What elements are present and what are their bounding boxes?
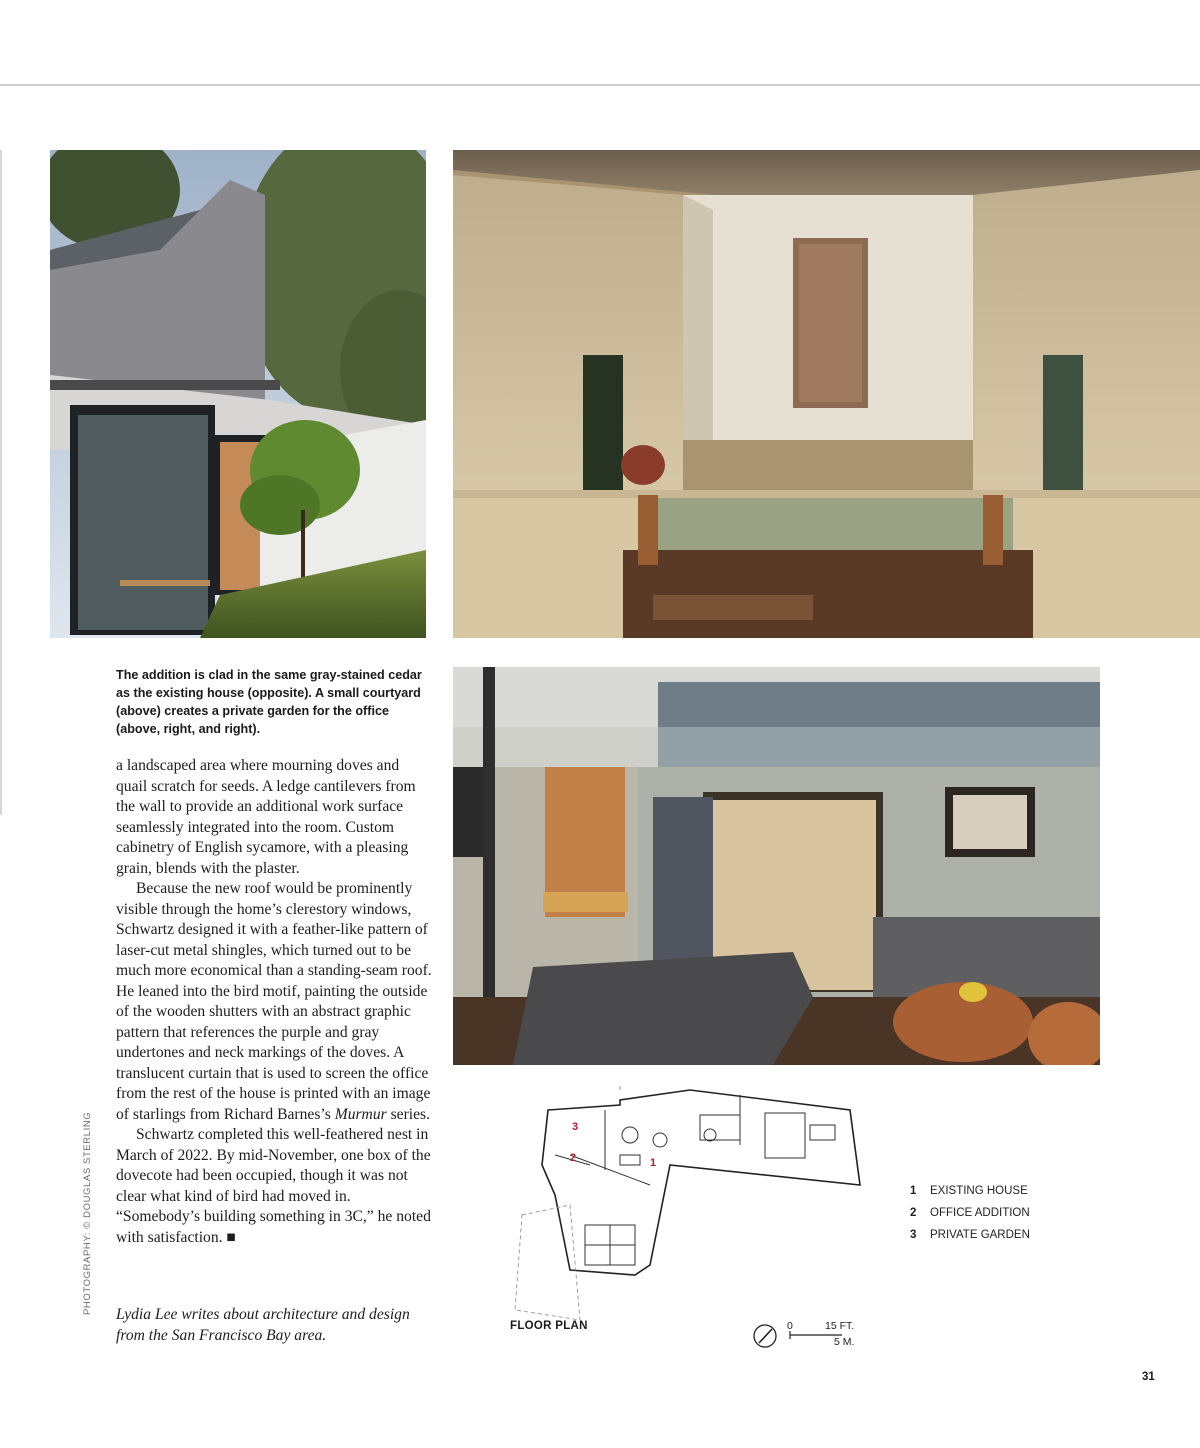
- floor-plan-label: FLOOR PLAN: [510, 1320, 588, 1332]
- legend-text: EXISTING HOUSE: [930, 1185, 1028, 1197]
- floor-plan-legend: [910, 1180, 1030, 1246]
- body-paragraph: Schwartz completed this well-feathered nest in March of 2022. By mid-November, one box of the dovecote had been occupied, though it was not clear what kind of bird had moved in. “Somebody’s building something in 3C,” he noted with satisfaction. ■: [116, 1126, 431, 1246]
- legend-text: PRIVATE GARDEN: [930, 1229, 1030, 1241]
- scale-feet: 15 FT.: [825, 1320, 855, 1332]
- italic-title: Murmur: [334, 1105, 387, 1123]
- article-body: [116, 756, 432, 1248]
- author-bio: Lydia Lee writes about architecture and design from the San Francisco Bay area.: [116, 1306, 410, 1344]
- living-room-photo: [453, 667, 1100, 1065]
- body-text-span: series.: [386, 1105, 430, 1123]
- scale-zero: 0: [787, 1320, 793, 1332]
- gutter-edge: [0, 150, 2, 815]
- legend-number: 2: [910, 1207, 917, 1219]
- legend-text: OFFICE ADDITION: [930, 1207, 1030, 1219]
- page-number: 31: [1142, 1371, 1155, 1383]
- legend-number: 1: [910, 1185, 917, 1197]
- photo-credit: PHOTOGRAPHY: © DOUGLAS STERLING: [82, 1111, 93, 1315]
- scale-bar: [752, 1322, 872, 1356]
- office-interior-photo: [453, 150, 1200, 638]
- body-paragraph: [116, 879, 432, 1125]
- scale-meters: 5 M.: [834, 1336, 855, 1348]
- legend-item: [910, 1180, 1030, 1202]
- floor-plan-drawing: [510, 1085, 870, 1320]
- legend-item: [910, 1224, 1030, 1246]
- top-rule: [0, 84, 1200, 86]
- legend-item: [910, 1202, 1030, 1224]
- plan-marker-1: 1: [650, 1157, 657, 1169]
- body-text-span: Because the new roof would be prominently visible through the home’s clerestory windows, Schwartz designed it with a feather-like pattern of laser-cut metal shingles, which turned out to be much more economical than a standing-seam roof. He leaned into the bird motif, painting the outside of the wooden shutters with an abstract graphic pattern that references the purple and gray undertones and neck markings of the doves. A translucent curtain that is used to screen the office from the rest of the house is printed with an image of starlings from Richard Barnes’s: [116, 880, 432, 1123]
- plan-marker-3: 3: [572, 1121, 579, 1133]
- body-paragraph: a landscaped area where mourning doves and quail scratch for seeds. A ledge cantilevers from the wall to provide an additional work surface seamlessly integrated into the room. Custom cabinetry of English sycamore, with a pleasing grain, blends with the plaster.: [116, 757, 416, 877]
- courtyard-photo: [50, 150, 426, 638]
- photo-caption: The addition is clad in the same gray-stained cedar as the existing house (opposite). A small courtyard (above) creates a private garden for the office (above, right, and right).: [116, 668, 422, 736]
- legend-number: 3: [910, 1229, 917, 1241]
- plan-marker-2: 2: [570, 1152, 577, 1164]
